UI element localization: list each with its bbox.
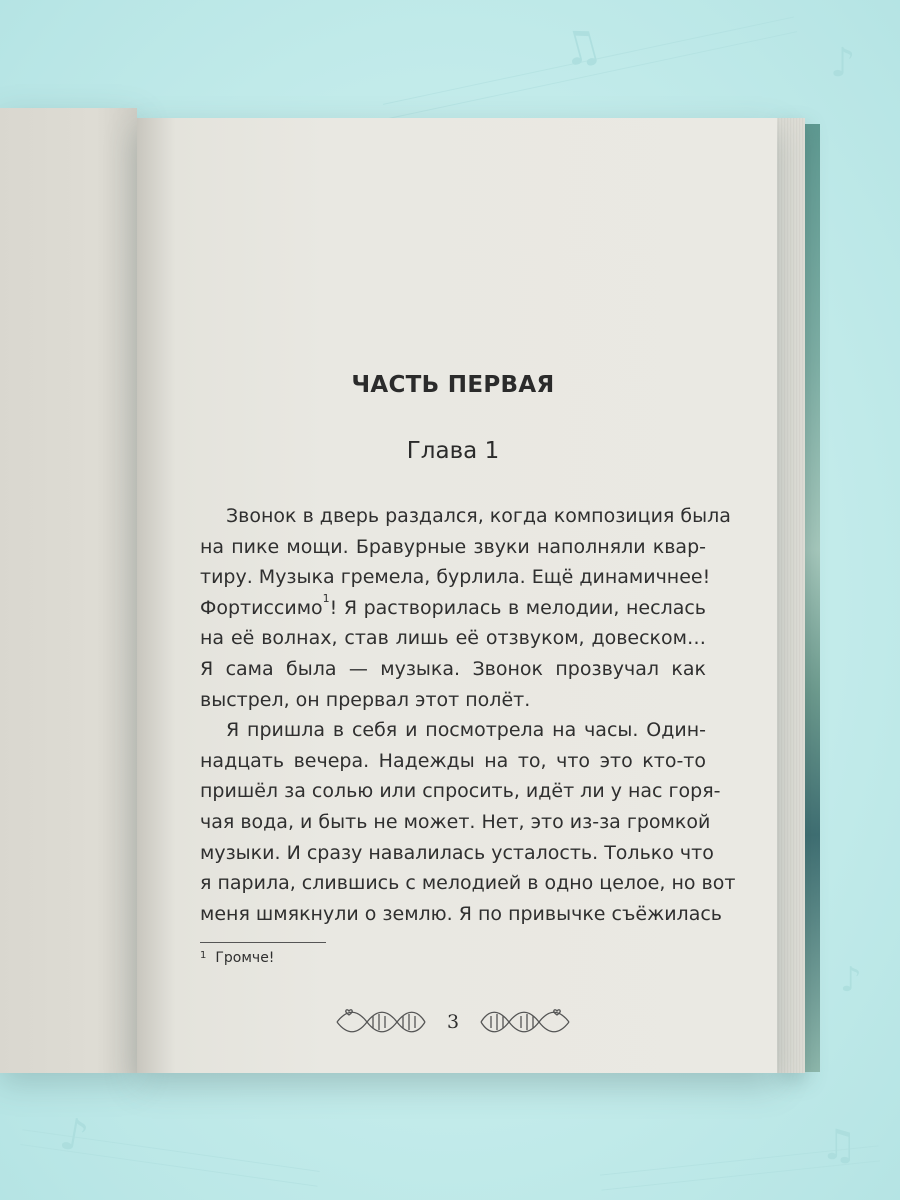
text-line: Звонок в дверь раздался, когда композиция была <box>226 505 731 527</box>
footnote-rule <box>200 942 326 943</box>
footnote <box>200 950 274 966</box>
music-note-icon: ♪ <box>830 40 856 86</box>
text-line: выстрел, он прервал этот полёт. <box>200 688 531 711</box>
page-block-edge <box>777 118 805 1073</box>
book-cover-edge <box>805 124 820 1072</box>
page-number: 3 <box>446 1011 460 1033</box>
chapter-title: Глава 1 <box>406 438 500 464</box>
text-line <box>200 593 706 624</box>
left-page <box>0 108 137 1073</box>
text-line: музыки. И сразу навалилась усталость. Только что <box>200 841 714 864</box>
text-line: чая вода, и быть не может. Нет, это из-за громкой <box>200 810 711 833</box>
footnote-number: 1 <box>200 950 207 961</box>
text-line: на её волнах, став лишь её отзвуком, довеском… <box>200 627 706 650</box>
footnote-reference: 1 <box>322 591 330 605</box>
music-note-icon: ♪ <box>55 1107 93 1164</box>
dna-helix-heart-ornament-icon <box>477 1005 573 1039</box>
text-segment: Фортиссимо <box>200 596 323 619</box>
paragraph <box>200 501 731 715</box>
text-line: я парила, слившись с мелодией в одно целое, но вот <box>200 872 736 895</box>
text-segment: ! Я растворилась в мелодии, неслась <box>329 596 706 619</box>
part-title: ЧАСТЬ ПЕРВАЯ <box>351 372 555 398</box>
text-line: меня шмякнули о землю. Я по привычке съёжилась <box>200 902 722 925</box>
footnote-text: Громче! <box>215 950 275 966</box>
text-line: Я пришла в себя и посмотрела на часы. Один- <box>226 719 706 742</box>
music-note-icon: ♫ <box>553 15 608 79</box>
music-note-icon: ♪ <box>840 960 862 1000</box>
folio <box>333 1005 573 1039</box>
text-line: пришёл за солью или спросить, идёт ли у нас горя- <box>200 780 721 803</box>
text-line: на пике мощи. Бравурные звуки наполняли квар- <box>200 535 706 558</box>
dna-helix-heart-ornament-icon <box>333 1005 429 1039</box>
text-line: надцать вечера. Надежды на то, что это кто-то <box>200 749 706 772</box>
music-note-icon: ♫ <box>820 1120 858 1169</box>
text-line: тиру. Музыка гремела, бурлила. Ещё динамичнее! <box>200 566 711 589</box>
body-text <box>200 501 736 929</box>
paragraph <box>200 715 736 929</box>
text-line: Я сама была — музыка. Звонок прозвучал как <box>200 657 706 680</box>
